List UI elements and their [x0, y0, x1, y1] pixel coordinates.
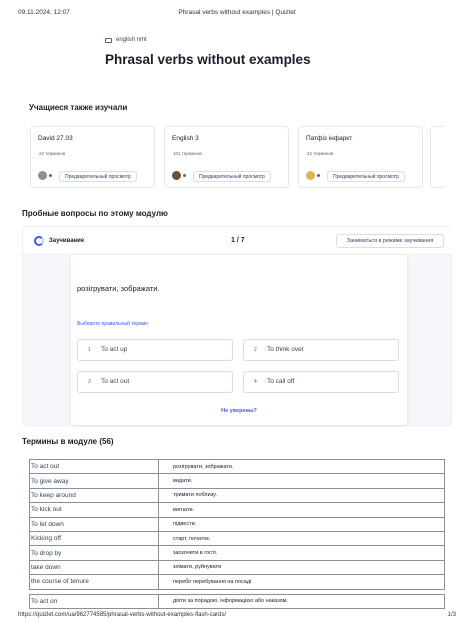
print-page-number: 1/3 — [447, 612, 456, 618]
print-url: https://quizlet.com/ua/962774585/phrasal-verbs-without-examples-flash-cards/ — [18, 612, 227, 618]
preview-button[interactable]: Предварительный просмотр — [327, 171, 405, 182]
question-hint: Выберите правильный термин — [77, 321, 149, 327]
terms-table — [29, 459, 445, 609]
folder-link[interactable] — [105, 37, 147, 43]
option-number: 4 — [254, 379, 257, 385]
table-row — [30, 531, 445, 545]
print-page-title: Phrasal verbs without examples | Quizlet — [178, 9, 296, 16]
definition-cell: старт, початок. — [159, 531, 445, 545]
option-text: To think over — [267, 346, 304, 353]
set-name: Патфіз інфаркт — [306, 135, 353, 142]
mode-label: Заучивание — [49, 238, 85, 244]
definition-cell: тримати поблизу. — [159, 488, 445, 502]
term-cell: take down — [30, 560, 159, 574]
option-number: 3 — [88, 379, 91, 385]
option-text: To act up — [101, 346, 128, 353]
option-number: 2 — [254, 347, 257, 353]
set-name: English 3 — [172, 135, 199, 142]
definition-cell: вигнати. — [159, 503, 445, 517]
option-text: To act out — [101, 378, 130, 385]
table-row — [30, 560, 445, 574]
folder-label: english nmt — [116, 37, 147, 43]
question-progress: 1 / 7 — [231, 237, 245, 244]
term-cell: To act out — [30, 460, 159, 474]
set-term-count: 101 терминов — [173, 151, 202, 156]
avatar — [172, 171, 181, 180]
question-card — [71, 255, 407, 425]
option-number: 1 — [88, 347, 91, 353]
term-cell: To kick out — [30, 503, 159, 517]
term-cell: To keep around — [30, 488, 159, 502]
unsure-link[interactable]: Не уверены? — [221, 408, 257, 414]
table-row — [30, 517, 445, 531]
term-cell: To drop by — [30, 546, 159, 560]
avatar — [306, 171, 315, 180]
term-cell: To act on — [30, 594, 159, 608]
term-cell: Kicking off — [30, 531, 159, 545]
definition-cell: знімати, руйнувати — [159, 560, 445, 574]
definition-cell: перебіг перебування на посаді — [159, 575, 445, 589]
table-row — [30, 460, 445, 474]
folder-icon — [105, 38, 112, 43]
related-heading: Учащиеся также изучали — [29, 103, 128, 112]
definition-cell: діяти за порадою, інформацією або наказом. — [159, 594, 445, 608]
set-card-partial[interactable] — [430, 126, 444, 188]
set-name: David 27.03 — [38, 135, 73, 142]
table-row — [30, 546, 445, 560]
page-title: Phrasal verbs without examples — [105, 52, 311, 67]
definition-cell: підвести. — [159, 517, 445, 531]
table-row — [30, 575, 445, 589]
avatar-dot-icon — [183, 174, 186, 177]
table-row — [30, 594, 445, 608]
print-datetime: 09.11.2024, 12:07 — [18, 9, 70, 16]
answer-option[interactable] — [77, 339, 233, 361]
definition-cell: заскочити в гості. — [159, 546, 445, 560]
table-row — [30, 488, 445, 502]
set-card[interactable] — [30, 126, 155, 188]
practice-panel — [22, 226, 452, 426]
answer-option[interactable] — [243, 339, 399, 361]
related-sets — [30, 126, 444, 190]
preview-button[interactable]: Предварительный просмотр — [193, 171, 271, 182]
definition-cell: розігрувати, зображати. — [159, 460, 445, 474]
term-cell: To let down — [30, 517, 159, 531]
answer-option[interactable] — [243, 371, 399, 393]
learn-mode-button[interactable]: Заниматься в режиме заучивания — [336, 234, 444, 248]
terms-heading: Термины в модуле (56) — [22, 437, 114, 446]
print-header — [18, 9, 456, 21]
preview-button[interactable]: Предварительный просмотр — [59, 171, 137, 182]
avatar-dot-icon — [49, 174, 52, 177]
option-text: To call off — [267, 378, 295, 385]
set-card[interactable] — [164, 126, 289, 188]
definition-cell: видати. — [159, 474, 445, 488]
table-row — [30, 503, 445, 517]
avatar — [38, 171, 47, 180]
term-cell: the course of tenure — [30, 575, 159, 589]
practice-heading: Пробные вопросы по этому модулю — [22, 209, 168, 218]
table-row — [30, 474, 445, 488]
print-footer — [18, 612, 456, 622]
question-text: розігрувати, зображати. — [77, 284, 160, 293]
set-card[interactable] — [298, 126, 423, 188]
avatar-dot-icon — [317, 174, 320, 177]
practice-toolbar — [23, 227, 453, 255]
set-term-count: 22 терминов — [39, 151, 66, 156]
answer-option[interactable] — [77, 371, 233, 393]
term-cell: To give away — [30, 474, 159, 488]
learn-progress-icon — [34, 236, 44, 246]
set-term-count: 42 терминов — [307, 151, 334, 156]
